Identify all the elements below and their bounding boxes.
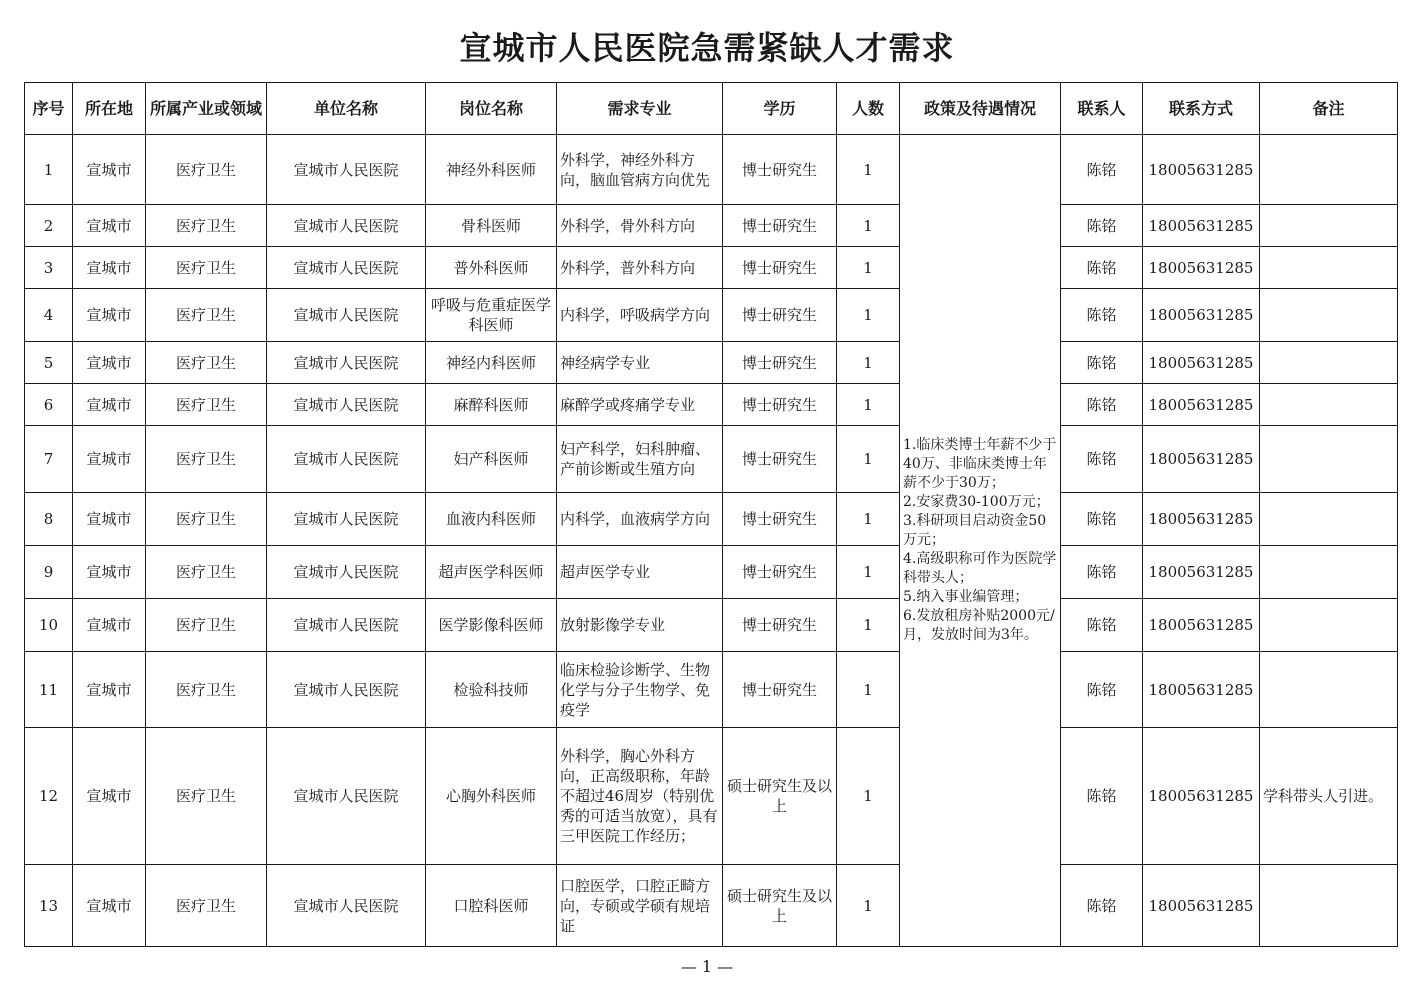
remark-cell	[1260, 546, 1398, 599]
phone-cell: 18005631285	[1143, 865, 1260, 947]
major-cell: 妇产科学，妇科肿瘤、产前诊断或生殖方向	[557, 426, 723, 493]
count-cell: 1	[837, 652, 900, 728]
count-cell: 1	[837, 546, 900, 599]
talent-demand-table	[24, 82, 1398, 947]
table-row	[25, 247, 1398, 289]
location-cell: 宣城市	[73, 599, 146, 652]
field-cell: 医疗卫生	[146, 426, 267, 493]
remark-cell: 学科带头人引进。	[1260, 728, 1398, 865]
education-cell: 博士研究生	[723, 384, 837, 426]
unit-cell: 宣城市人民医院	[267, 426, 426, 493]
header-education: 学历	[723, 83, 837, 135]
phone-cell: 18005631285	[1143, 289, 1260, 342]
row-number: 6	[25, 384, 73, 426]
remark-cell	[1260, 599, 1398, 652]
row-number: 11	[25, 652, 73, 728]
education-cell: 博士研究生	[723, 546, 837, 599]
table-row	[25, 652, 1398, 728]
contact-cell: 陈铭	[1061, 426, 1143, 493]
count-cell: 1	[837, 728, 900, 865]
field-cell: 医疗卫生	[146, 205, 267, 247]
location-cell: 宣城市	[73, 426, 146, 493]
position-cell: 血液内科医师	[426, 493, 557, 546]
table-row	[25, 493, 1398, 546]
location-cell: 宣城市	[73, 342, 146, 384]
header-major: 需求专业	[557, 83, 723, 135]
education-cell: 博士研究生	[723, 599, 837, 652]
count-cell: 1	[837, 384, 900, 426]
position-cell: 麻醉科医师	[426, 384, 557, 426]
header-remark: 备注	[1260, 83, 1398, 135]
count-cell: 1	[837, 342, 900, 384]
table-row	[25, 205, 1398, 247]
unit-cell: 宣城市人民医院	[267, 728, 426, 865]
row-number: 12	[25, 728, 73, 865]
header-unit: 单位名称	[267, 83, 426, 135]
position-cell: 医学影像科医师	[426, 599, 557, 652]
unit-cell: 宣城市人民医院	[267, 599, 426, 652]
unit-cell: 宣城市人民医院	[267, 247, 426, 289]
contact-cell: 陈铭	[1061, 652, 1143, 728]
remark-cell	[1260, 342, 1398, 384]
location-cell: 宣城市	[73, 384, 146, 426]
row-number: 1	[25, 135, 73, 205]
position-cell: 普外科医师	[426, 247, 557, 289]
unit-cell: 宣城市人民医院	[267, 205, 426, 247]
position-cell: 心胸外科医师	[426, 728, 557, 865]
major-cell: 口腔医学，口腔正畸方向，专硕或学硕有规培证	[557, 865, 723, 947]
unit-cell: 宣城市人民医院	[267, 342, 426, 384]
phone-cell: 18005631285	[1143, 135, 1260, 205]
header-policy: 政策及待遇情况	[900, 83, 1061, 135]
location-cell: 宣城市	[73, 546, 146, 599]
contact-cell: 陈铭	[1061, 289, 1143, 342]
contact-cell: 陈铭	[1061, 493, 1143, 546]
education-cell: 博士研究生	[723, 205, 837, 247]
phone-cell: 18005631285	[1143, 342, 1260, 384]
phone-cell: 18005631285	[1143, 599, 1260, 652]
position-cell: 骨科医师	[426, 205, 557, 247]
major-cell: 外科学，骨外科方向	[557, 205, 723, 247]
major-cell: 内科学，血液病学方向	[557, 493, 723, 546]
location-cell: 宣城市	[73, 289, 146, 342]
position-cell: 口腔科医师	[426, 865, 557, 947]
count-cell: 1	[837, 205, 900, 247]
field-cell: 医疗卫生	[146, 546, 267, 599]
phone-cell: 18005631285	[1143, 546, 1260, 599]
count-cell: 1	[837, 865, 900, 947]
position-cell: 神经外科医师	[426, 135, 557, 205]
remark-cell	[1260, 289, 1398, 342]
location-cell: 宣城市	[73, 205, 146, 247]
location-cell: 宣城市	[73, 865, 146, 947]
row-number: 3	[25, 247, 73, 289]
header-location: 所在地	[73, 83, 146, 135]
contact-cell: 陈铭	[1061, 599, 1143, 652]
row-number: 9	[25, 546, 73, 599]
unit-cell: 宣城市人民医院	[267, 865, 426, 947]
phone-cell: 18005631285	[1143, 247, 1260, 289]
remark-cell	[1260, 205, 1398, 247]
page-title: 宣城市人民医院急需紧缺人才需求	[459, 29, 955, 67]
count-cell: 1	[837, 493, 900, 546]
phone-cell: 18005631285	[1143, 205, 1260, 247]
header-phone: 联系方式	[1143, 83, 1260, 135]
location-cell: 宣城市	[73, 135, 146, 205]
row-number: 8	[25, 493, 73, 546]
contact-cell: 陈铭	[1061, 205, 1143, 247]
page-number: — 1 —	[680, 957, 734, 976]
count-cell: 1	[837, 426, 900, 493]
location-cell: 宣城市	[73, 493, 146, 546]
position-cell: 神经内科医师	[426, 342, 557, 384]
contact-cell: 陈铭	[1061, 384, 1143, 426]
contact-cell: 陈铭	[1061, 342, 1143, 384]
education-cell: 硕士研究生及以上	[723, 865, 837, 947]
phone-cell: 18005631285	[1143, 426, 1260, 493]
remark-cell	[1260, 493, 1398, 546]
remark-cell	[1260, 652, 1398, 728]
row-number: 5	[25, 342, 73, 384]
major-cell: 神经病学专业	[557, 342, 723, 384]
header-contact: 联系人	[1061, 83, 1143, 135]
count-cell: 1	[837, 135, 900, 205]
major-cell: 外科学，普外科方向	[557, 247, 723, 289]
position-cell: 超声医学科医师	[426, 546, 557, 599]
education-cell: 博士研究生	[723, 342, 837, 384]
table-row	[25, 135, 1398, 205]
unit-cell: 宣城市人民医院	[267, 289, 426, 342]
header-count: 人数	[837, 83, 900, 135]
unit-cell: 宣城市人民医院	[267, 546, 426, 599]
field-cell: 医疗卫生	[146, 865, 267, 947]
table-row	[25, 342, 1398, 384]
unit-cell: 宣城市人民医院	[267, 652, 426, 728]
major-cell: 临床检验诊断学、生物化学与分子生物学、免疫学	[557, 652, 723, 728]
major-cell: 麻醉学或疼痛学专业	[557, 384, 723, 426]
education-cell: 博士研究生	[723, 652, 837, 728]
contact-cell: 陈铭	[1061, 728, 1143, 865]
count-cell: 1	[837, 289, 900, 342]
field-cell: 医疗卫生	[146, 289, 267, 342]
field-cell: 医疗卫生	[146, 652, 267, 728]
phone-cell: 18005631285	[1143, 652, 1260, 728]
contact-cell: 陈铭	[1061, 865, 1143, 947]
table-header-row	[25, 83, 1398, 135]
count-cell: 1	[837, 247, 900, 289]
row-number: 4	[25, 289, 73, 342]
table-row	[25, 289, 1398, 342]
remark-cell	[1260, 865, 1398, 947]
row-number: 2	[25, 205, 73, 247]
header-position: 岗位名称	[426, 83, 557, 135]
position-cell: 妇产科医师	[426, 426, 557, 493]
education-cell: 博士研究生	[723, 135, 837, 205]
location-cell: 宣城市	[73, 247, 146, 289]
header-no: 序号	[25, 83, 73, 135]
major-cell: 超声医学专业	[557, 546, 723, 599]
education-cell: 博士研究生	[723, 426, 837, 493]
phone-cell: 18005631285	[1143, 384, 1260, 426]
table-row	[25, 546, 1398, 599]
phone-cell: 18005631285	[1143, 728, 1260, 865]
table-row	[25, 426, 1398, 493]
field-cell: 医疗卫生	[146, 599, 267, 652]
unit-cell: 宣城市人民医院	[267, 493, 426, 546]
education-cell: 博士研究生	[723, 247, 837, 289]
row-number: 10	[25, 599, 73, 652]
unit-cell: 宣城市人民医院	[267, 135, 426, 205]
position-cell: 检验科技师	[426, 652, 557, 728]
contact-cell: 陈铭	[1061, 546, 1143, 599]
location-cell: 宣城市	[73, 728, 146, 865]
field-cell: 医疗卫生	[146, 384, 267, 426]
phone-cell: 18005631285	[1143, 493, 1260, 546]
table-row	[25, 728, 1398, 865]
major-cell: 外科学，胸心外科方向，正高级职称，年龄不超过46周岁（特别优秀的可适当放宽），具有三甲医院工作经历；	[557, 728, 723, 865]
major-cell: 外科学，神经外科方向，脑血管病方向优先	[557, 135, 723, 205]
policy-cell: 1.临床类博士年薪不少于40万、非临床类博士年薪不少于30万； 2.安家费30-100万元； 3.科研项目启动资金50万元； 4.高级职称可作为医院学科带头人； 5.纳入事业编管理； 6.发放租房补贴2000元/月，发放时间为3年。	[900, 135, 1061, 947]
education-cell: 博士研究生	[723, 289, 837, 342]
row-number: 7	[25, 426, 73, 493]
count-cell: 1	[837, 599, 900, 652]
field-cell: 医疗卫生	[146, 247, 267, 289]
position-cell: 呼吸与危重症医学科医师	[426, 289, 557, 342]
education-cell: 博士研究生	[723, 493, 837, 546]
table-row	[25, 865, 1398, 947]
remark-cell	[1260, 384, 1398, 426]
header-field: 所属产业或领域	[146, 83, 267, 135]
contact-cell: 陈铭	[1061, 247, 1143, 289]
unit-cell: 宣城市人民医院	[267, 384, 426, 426]
field-cell: 医疗卫生	[146, 135, 267, 205]
remark-cell	[1260, 135, 1398, 205]
location-cell: 宣城市	[73, 652, 146, 728]
field-cell: 医疗卫生	[146, 728, 267, 865]
major-cell: 放射影像学专业	[557, 599, 723, 652]
contact-cell: 陈铭	[1061, 135, 1143, 205]
remark-cell	[1260, 247, 1398, 289]
major-cell: 内科学，呼吸病学方向	[557, 289, 723, 342]
table-row	[25, 384, 1398, 426]
remark-cell	[1260, 426, 1398, 493]
field-cell: 医疗卫生	[146, 342, 267, 384]
row-number: 13	[25, 865, 73, 947]
education-cell: 硕士研究生及以上	[723, 728, 837, 865]
field-cell: 医疗卫生	[146, 493, 267, 546]
table-row	[25, 599, 1398, 652]
